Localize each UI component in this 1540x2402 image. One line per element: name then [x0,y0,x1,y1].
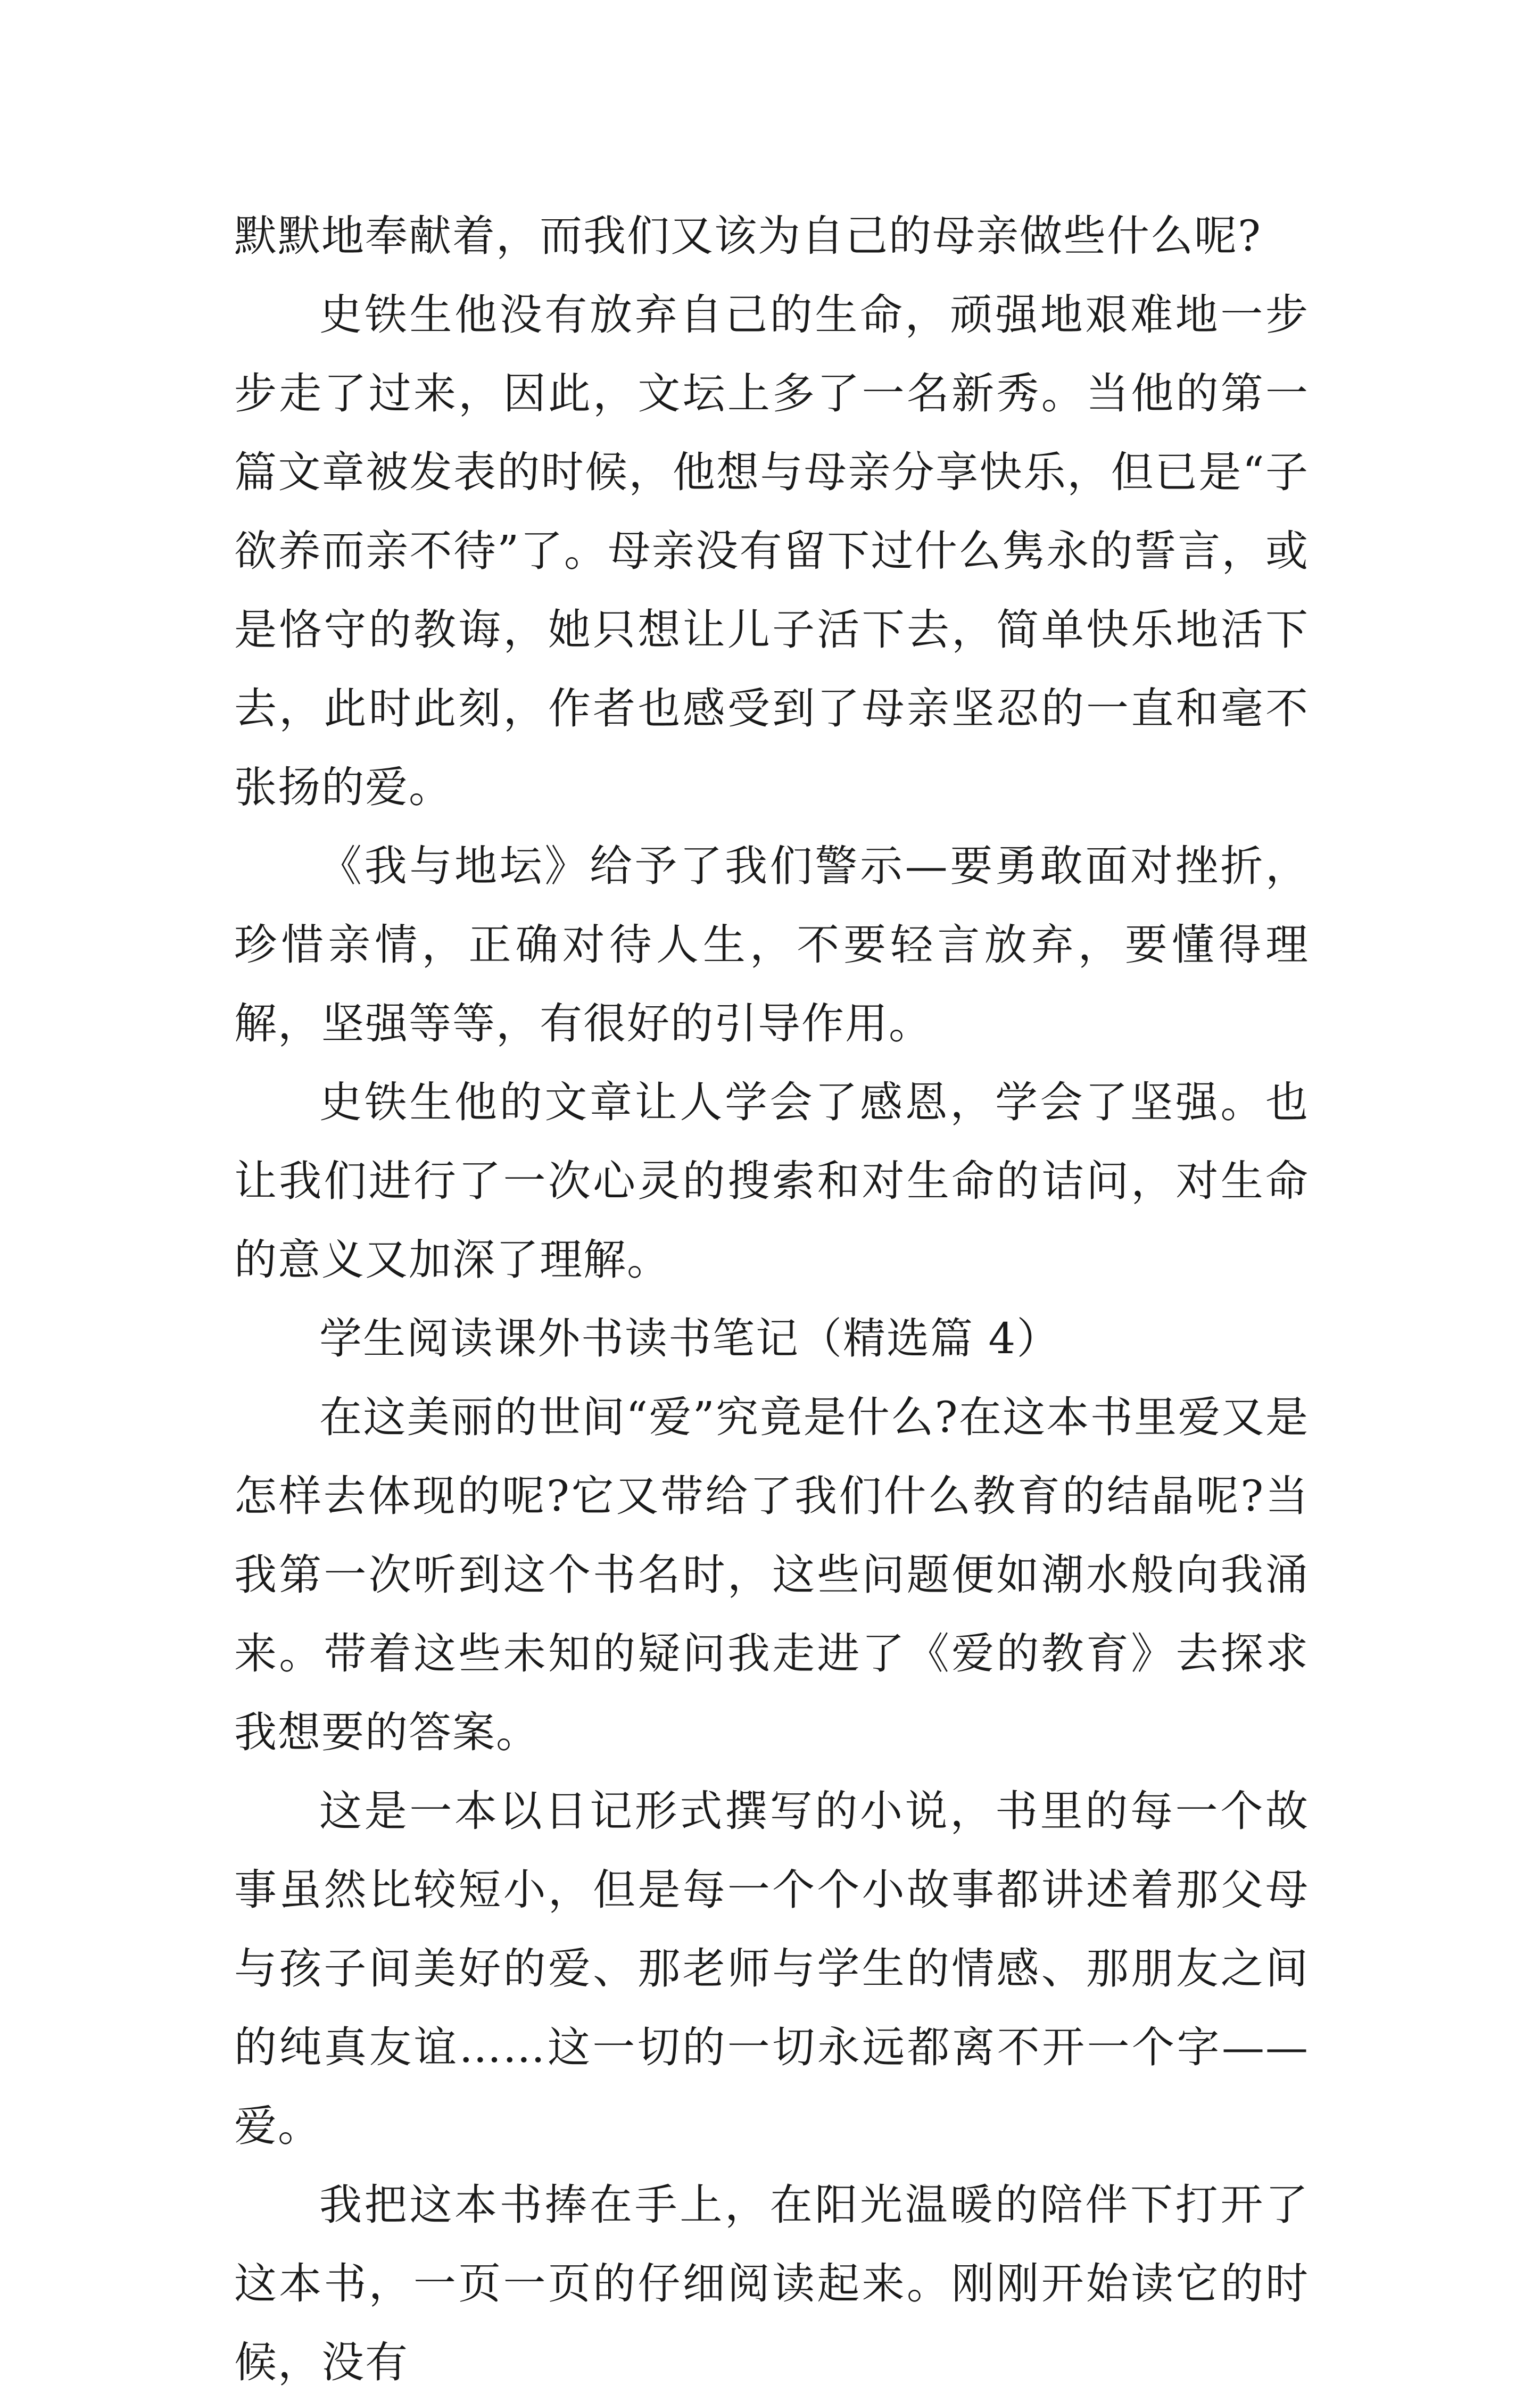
paragraph-gratitude: 史铁生他的文章让人学会了感恩，学会了坚强。也让我们进行了一次心灵的搜索和对生命的诘问，对生命的意义又加深了理解。 [234,1078,1309,1285]
paragraph-ditan-lesson: 《我与地坛》给予了我们警示—要勇敢面对挫折，珍惜亲情，正确对待人生，不要轻言放弃，要懂得理解，坚强等等，有很好的引导作用。 [234,841,1309,1048]
paragraph-reading-book: 我把这本书捧在手上，在阳光温暖的陪伴下打开了这本书，一页一页的仔细阅读起来。刚刚开始读它的时候，没有 [234,2180,1309,2387]
section-heading: 学生阅读课外书读书笔记（精选篇 4） [319,1314,1061,1363]
document-body [234,197,1309,2402]
paragraph-continuation: 默默地奉献着，而我们又该为自己的母亲做些什么呢? [234,211,1262,261]
paragraph-diary-novel: 这是一本以日记形式撰写的小说，书里的每一个故事虽然比较短小，但是每一个个小故事都讲述着那父母与孩子间美好的爱、那老师与学生的情感、那朋友之间的纯真友谊……这一切的一切永远都离不开一个字——爱。 [234,1786,1309,2151]
paragraph-what-is-love: 在这美丽的世间“爱”究竟是什么?在这本书里爱又是怎样去体现的呢?它又带给了我们什么教育的结晶呢?当我第一次听到这个书名时，这些问题便如潮水般向我涌来。带着这些未知的疑问我走进了《爱的教育》去探求我想要的答案。 [234,1393,1309,1757]
paragraph-shi-tiesheng-life: 史铁生他没有放弃自己的生命，顽强地艰难地一步步走了过来，因此，文坛上多了一名新秀。当他的第一篇文章被发表的时候，他想与母亲分享快乐，但已是“子欲养而亲不待”了。母亲没有留下过什么隽永的誓言，或是恪守的教诲，她只想让儿子活下去，简单快乐地活下去，此时此刻，作者也感受到了母亲坚忍的一直和毫不张扬的爱。 [234,290,1309,812]
